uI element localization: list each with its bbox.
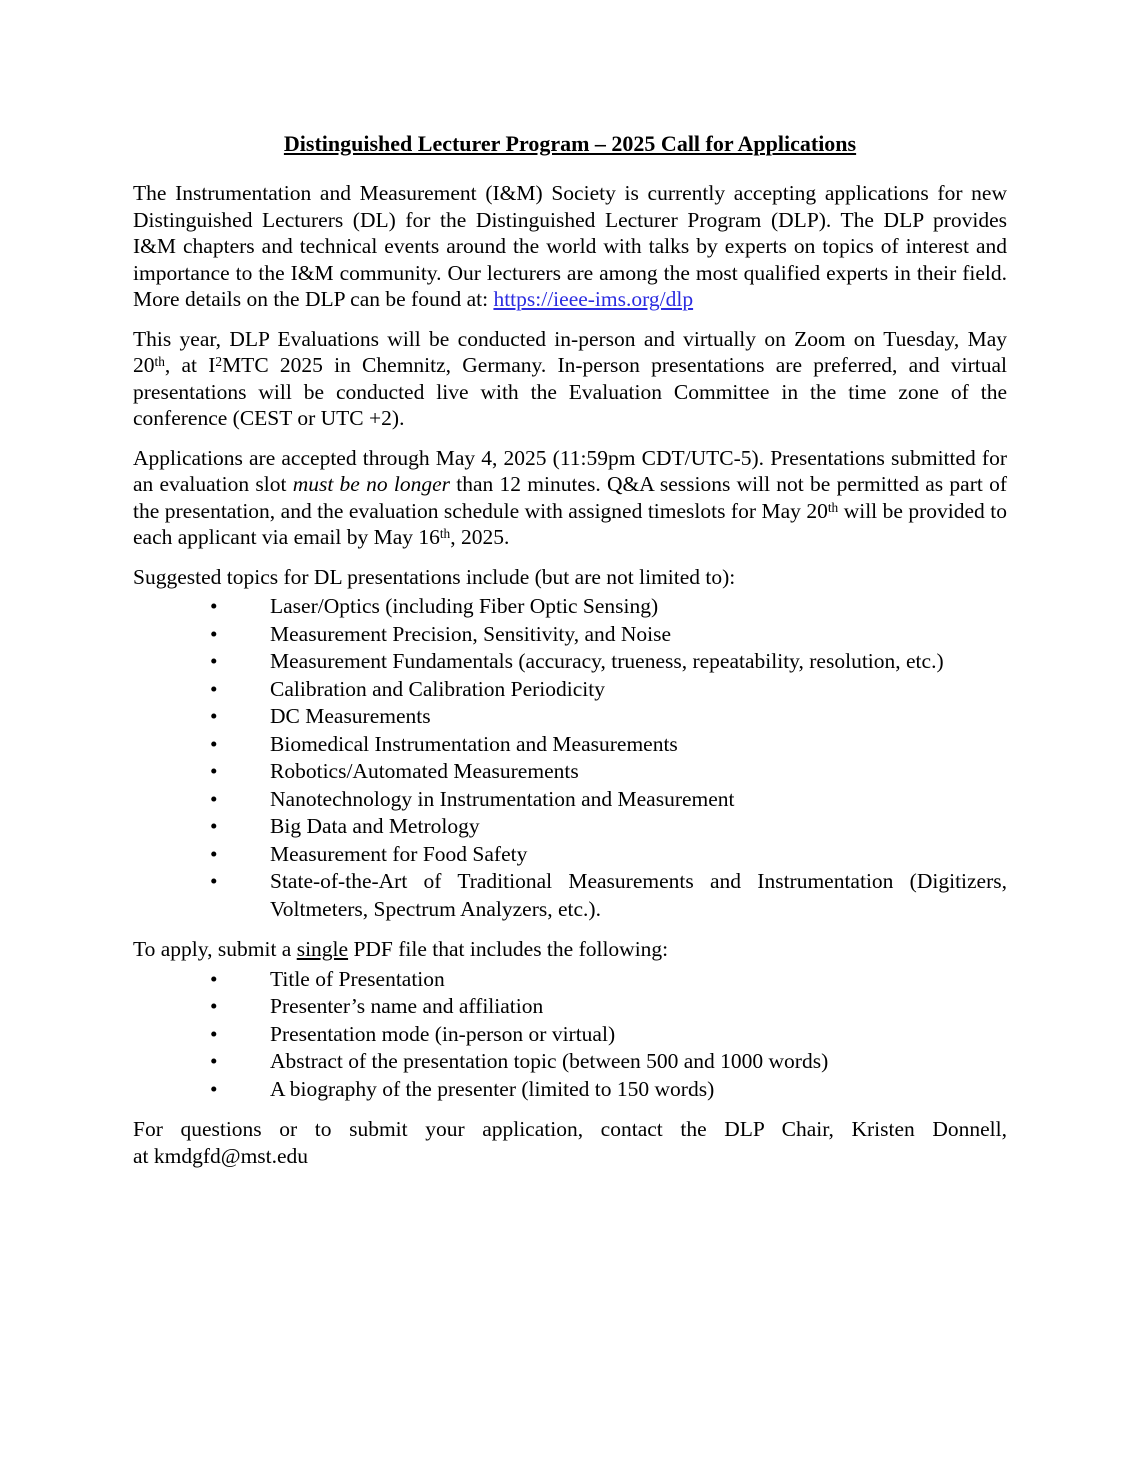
list-item: • Measurement for Food Safety xyxy=(133,841,1007,869)
text-run: , 2025. xyxy=(450,525,510,549)
apply-intro xyxy=(133,936,1007,963)
text-run: , at I xyxy=(164,353,216,377)
requirements-list xyxy=(133,966,1007,1104)
text-run: Suggested topics for DL presentations include (but are not limited to): xyxy=(133,564,736,589)
list-item: • Robotics/Automated Measurements xyxy=(133,758,1007,786)
topics-list xyxy=(133,593,1007,923)
text-run: 2 xyxy=(215,354,223,370)
list-item: • State-of-the-Art of Traditional Measurements and Instrumentation (Digitizers, Voltmeters, Spectrum Analyzers, etc.). xyxy=(133,868,1007,923)
intro-paragraph xyxy=(133,180,1007,313)
list-item: • DC Measurements xyxy=(133,703,1007,731)
text-run: th xyxy=(154,354,165,370)
text-run: th xyxy=(827,499,839,515)
text-run: The Instrumentation and Measurement (I&M) Society is currently accepting applications for new Distinguished Lecturers (DL) for the Distinguished Lecturer Program (DLP). The DLP provides I&M chapters and technical events around the world with talks by experts on topics of interest and importance to the I&M community. Our lecturers are among the most qualified experts in their field. More details on the DLP can be found at: xyxy=(133,181,1007,311)
list-item: • Laser/Optics (including Fiber Optic Sensing) xyxy=(133,593,1007,621)
text-run: th xyxy=(439,526,451,542)
text-run: must be no longer xyxy=(292,472,451,496)
list-item: • Measurement Precision, Sensitivity, and Noise xyxy=(133,621,1007,649)
list-item: • Big Data and Metrology xyxy=(133,813,1007,841)
list-item: • Title of Presentation xyxy=(133,966,1007,994)
list-item: • Calibration and Calibration Periodicity xyxy=(133,676,1007,704)
text-run: This year, DLP Evaluations will be conducted in-person and virtually on Zoom on Tuesday, May 20 xyxy=(133,326,1007,377)
text-run: Applications are accepted through May 4, 2025 (11:59pm CDT/UTC-5). Presentations submitted for an evaluation slot xyxy=(133,445,1007,496)
text-run: will be provided to each applicant via email by May 16 xyxy=(133,498,1008,549)
contact-paragraph xyxy=(133,1116,1007,1169)
applications-paragraph xyxy=(133,445,1007,551)
text-run: MTC 2025 in Chemnitz, Germany. In-person presentations are preferred, and virtual presentations will be conducted live with the Evaluation Committee in the time zone of the conference (CEST or UTC +2). xyxy=(133,353,1007,430)
text-run: single xyxy=(296,937,349,961)
hyperlink[interactable]: https://ieee-ims.org/dlp xyxy=(493,287,694,311)
list-item: • Nanotechnology in Instrumentation and Measurement xyxy=(133,786,1007,814)
list-item: • Presenter’s name and affiliation xyxy=(133,993,1007,1021)
list-item: • Presentation mode (in-person or virtual) xyxy=(133,1021,1007,1049)
text-run: than 12 minutes. Q&A sessions will not be permitted as part of the presentation, and the evaluation schedule with assigned timeslots for May 20 xyxy=(133,472,1008,523)
topics-intro xyxy=(133,564,1007,591)
contact-line-1: For questions or to submit your application, contact the DLP Chair, Kristen Donnell, xyxy=(133,1117,1007,1141)
list-item: • A biography of the presenter (limited to 150 words) xyxy=(133,1076,1007,1104)
document-title: Distinguished Lecturer Program – 2025 Call for Applications xyxy=(283,131,857,156)
list-item: • Biomedical Instrumentation and Measurements xyxy=(133,731,1007,759)
text-run: PDF file that includes the following: xyxy=(348,937,669,961)
contact-line-2: at kmdgfd@mst.edu xyxy=(133,1143,309,1168)
evaluations-paragraph xyxy=(133,326,1007,432)
list-item: • Abstract of the presentation topic (between 500 and 1000 words) xyxy=(133,1048,1007,1076)
list-item: • Measurement Fundamentals (accuracy, trueness, repeatability, resolution, etc.) xyxy=(133,648,1007,676)
text-run: To apply, submit a xyxy=(133,937,297,961)
